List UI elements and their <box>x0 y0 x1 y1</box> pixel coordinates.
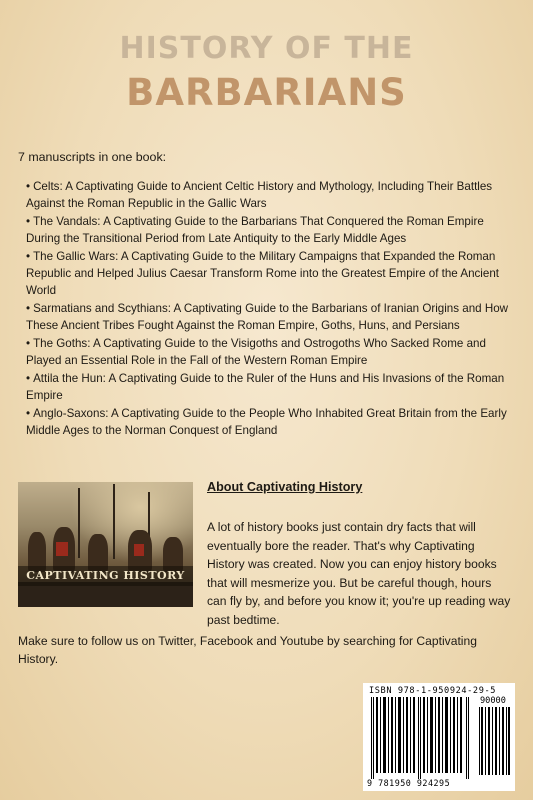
list-item: • Celts: A Captivating Guide to Ancient Celtic History and Mythology, Including Their Battles Against the Roman Republic in the Gallic Wars <box>26 179 516 213</box>
barcode-bars-main <box>369 697 473 779</box>
battle-painting-image <box>18 482 193 607</box>
list-item: • Attila the Hun: A Captivating Guide to the Ruler of the Huns and His Invasions of the Roman Empire <box>26 371 516 405</box>
barcode-bars-addon <box>479 707 511 775</box>
list-item: • The Vandals: A Captivating Guide to the Barbarians That Conquered the Roman Empire During the Transitional Period from Late Antiquity to the Early Middle Ages <box>26 214 516 248</box>
title-line-2: BARBARIANS <box>126 71 407 114</box>
barcode <box>363 683 515 791</box>
captivating-history-logo: CAPTIVATING HISTORY <box>18 566 193 586</box>
about-body: A lot of history books just contain dry facts that will eventually bore the reader. That's why Captivating History was created. Now you can enjoy history books that will mesmerize you. But be careful though, hours can fly by, and before you know it; you're up reading way past bedtime. <box>207 520 511 627</box>
book-list <box>26 179 516 441</box>
list-item: • Anglo-Saxons: A Captivating Guide to the People Who Inhabited Great Britain from the Early Middle Ages to the Norman Conquest of England <box>26 406 516 440</box>
list-item: • The Gallic Wars: A Captivating Guide to the Military Campaigns that Expanded the Roman Republic and Helped Julius Caesar Transform Rome into the Greatest Empire of the Ancient World <box>26 249 516 299</box>
isbn-label: ISBN 978-1-950924-29-5 <box>369 686 497 696</box>
list-item: • Sarmatians and Scythians: A Captivating Guide to the Barbarians of Iranian Origins and How These Ancient Tribes Fought Against the Roman Empire, Goths, Huns, and Persians <box>26 301 516 335</box>
list-item: • The Goths: A Captivating Guide to the Visigoths and Ostrogoths Who Sacked Rome and Played an Essential Role in the Fall of the Western Roman Empire <box>26 336 516 370</box>
title-line-1: HISTORY OF THE <box>119 31 414 66</box>
follow-text: Make sure to follow us on Twitter, Facebook and Youtube by searching for Captivating History. <box>18 634 477 666</box>
manuscripts-intro: 7 manuscripts in one book: <box>18 150 167 164</box>
barcode-digits: 9 781950 924295 <box>367 778 451 788</box>
about-heading: About Captivating History <box>207 480 363 494</box>
price-code: 90000 <box>480 696 506 706</box>
